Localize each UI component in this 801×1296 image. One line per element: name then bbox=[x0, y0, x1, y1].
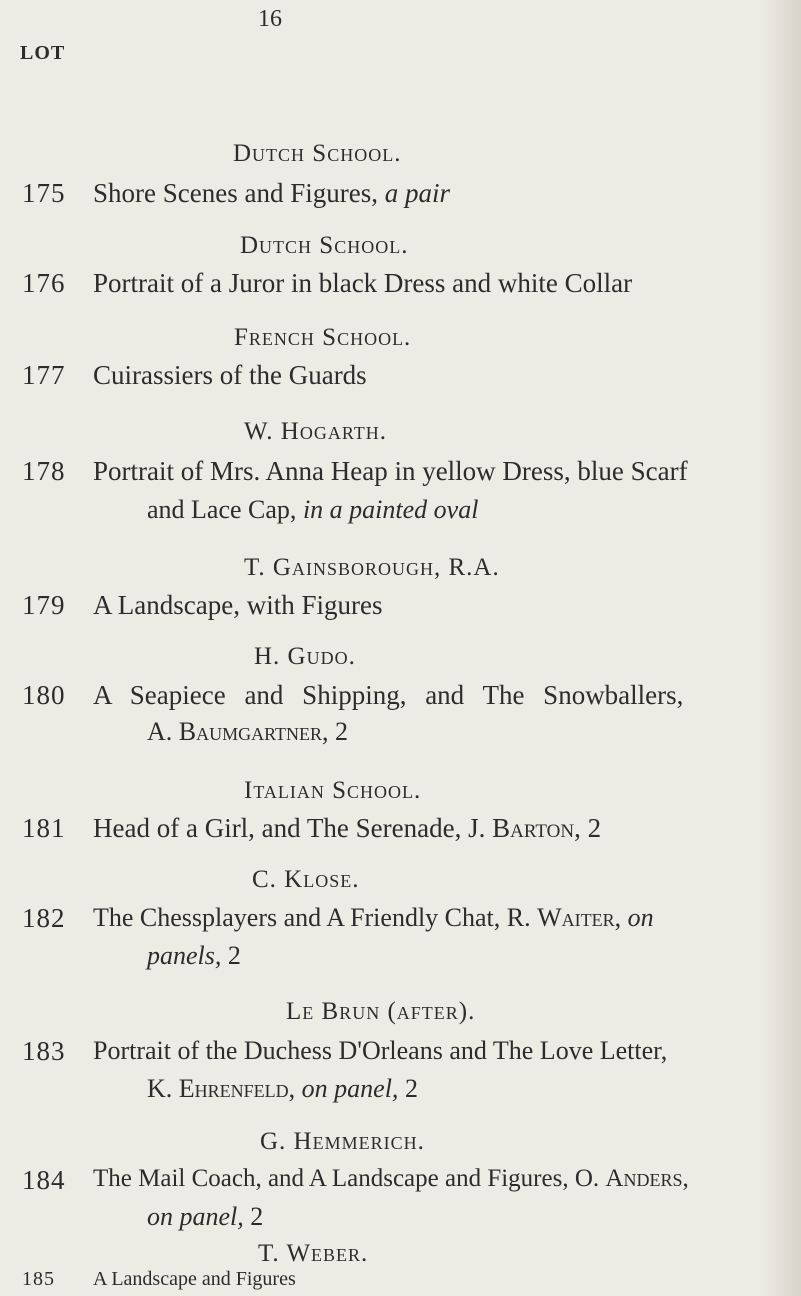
school-heading: Dutch School. bbox=[233, 140, 402, 167]
lot-number: 177 bbox=[22, 360, 66, 390]
lot-description-continued: and Lace Cap, in a painted oval bbox=[147, 495, 479, 524]
lot-description: Head of a Girl, and The Serenade, J. Barton, 2 bbox=[93, 813, 602, 843]
lot-number: 185 bbox=[22, 1268, 55, 1290]
lot-description: Portrait of the Duchess D'Orleans and The Love Letter, bbox=[93, 1036, 668, 1065]
school-heading: C. Klose. bbox=[252, 866, 360, 893]
lot-description: Cuirassiers of the Guards bbox=[93, 360, 367, 390]
lot-number: 183 bbox=[22, 1036, 66, 1066]
school-heading: French School. bbox=[234, 324, 412, 351]
lot-description: Portrait of Mrs. Anna Heap in yellow Dress, blue Scarf bbox=[93, 456, 688, 486]
lot-description: The Chessplayers and A Friendly Chat, R. Waiter, on bbox=[93, 903, 654, 932]
lot-description-continued: K. Ehrenfeld, on panel, 2 bbox=[147, 1074, 418, 1103]
lot-number: 182 bbox=[22, 903, 66, 933]
school-heading: T. Weber. bbox=[258, 1240, 369, 1267]
lot-description: A Landscape, with Figures bbox=[93, 590, 383, 620]
school-heading: Italian School. bbox=[244, 777, 422, 804]
lot-number: 178 bbox=[22, 456, 66, 486]
lot-description: A Seapiece and Shipping, and The Snowballers, bbox=[93, 680, 684, 710]
lot-number: 179 bbox=[22, 590, 66, 620]
school-heading: Dutch School. bbox=[240, 232, 409, 259]
lot-description: Portrait of a Juror in black Dress and white Collar bbox=[93, 268, 633, 298]
lot-number: 181 bbox=[22, 813, 66, 843]
page-edge-shadow bbox=[761, 0, 801, 1296]
lot-description: A Landscape and Figures bbox=[93, 1268, 296, 1290]
lot-number: 184 bbox=[22, 1165, 66, 1195]
lot-description: The Mail Coach, and A Landscape and Figures, O. Anders, bbox=[93, 1165, 689, 1192]
lot-column-header: LOT bbox=[20, 42, 66, 64]
lot-number: 175 bbox=[22, 178, 66, 208]
school-heading: W. Hogarth. bbox=[244, 418, 388, 445]
school-heading: Le Brun (after). bbox=[286, 998, 476, 1025]
lot-number: 180 bbox=[22, 680, 66, 710]
lot-description-continued: on panel, 2 bbox=[147, 1202, 264, 1231]
lot-description-continued: panels, 2 bbox=[147, 941, 241, 970]
school-heading: G. Hemmerich. bbox=[260, 1128, 425, 1155]
lot-description: Shore Scenes and Figures, a pair bbox=[93, 178, 450, 208]
lot-number: 176 bbox=[22, 268, 66, 298]
page-number: 16 bbox=[258, 6, 282, 32]
school-heading: H. Gudo. bbox=[254, 643, 356, 670]
lot-description-continued: A. Baumgartner, 2 bbox=[147, 717, 349, 746]
school-heading: T. Gainsborough, R.A. bbox=[244, 554, 500, 581]
